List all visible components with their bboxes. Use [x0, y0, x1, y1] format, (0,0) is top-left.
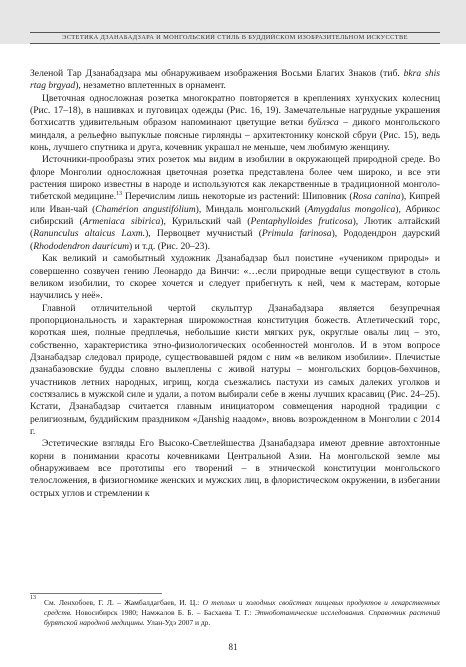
text-run: ), Первоцвет мучнистый ( — [145, 228, 262, 240]
latin-plant-name: Primula farinosa — [261, 228, 332, 240]
header-rule-bottom — [30, 43, 440, 44]
text-run: Улан-Удэ 2007 и др. — [144, 618, 211, 628]
footnote-text — [44, 598, 440, 629]
paragraph — [30, 93, 440, 155]
text-run: ), Курильский чай ( — [160, 216, 251, 228]
text-run: См. Ленхобоев, Г. Л. – Жамбалдагбаев, И. Ц.: — [44, 598, 203, 607]
paragraph: Главной отличительной чертой скульптур Дзанабадзара является безупречная пропорциональность и характерная ширококостная конституция божеств. Атлетический торс, короткая шея, полные предплечья, небольшие кисти мягких рук, округлые овалы лиц – это, собственно, характеристика этно-физиологических особенностей монголов. И в этом вопросе Дзанабадзар следовал природе, существовавшей рядом с ним «в великом изобилии». Плечистые дзанабазовские будды словно вылеплены с живой натуры – монгольских борцов-бөхчинов, участников летних народных, игрищ, когда съезжались пастухи из самых далеких уголков и состязались в мужской силе и удали, а потом выбирали себе в жены лучших красавиц (Рис. 24–25). Кстати, Дзанабадзар считается главным инициатором совмещения народной традиции с религиозным, буддийским праздником «Данshig наадом», вновь возрожденном в Монголии с 2014 г. — [30, 302, 440, 437]
paragraph: Как великий и самобытный художник Дзанабадзар был поистине «учеником природы» и совершенно созвучен гению Леонардо да Винчи: «…если природные вещи существуют в столь великом изобилии, то скорее хочется и следует прибегнуть к ней, чем к мастерам, которые научились у неё». — [30, 253, 440, 302]
text-run: ), Рододендрон даурский ( — [30, 228, 441, 252]
running-title: ЭСТЕТИКА ДЗАНАБАДЗАРА И МОНГОЛЬСКИЙ СТИЛЬ В БУДДИЙСКОМ ИЗОБРАЗИТЕЛЬНОМ ИСКУССТВЕ — [62, 34, 408, 41]
text-run: Источники-прообразы этих розеток мы видим в изобилии в окружающей природной среде. Во флоре Монголии односложная цветочная розетка представлена более чем широко, и все эти растения широко известны в народе и используются как лекарственные в традиционной монголо-тибетской медицине. — [30, 154, 440, 203]
text-run: Новосибирск 1980; Намжалов Б. Б. – Басхаева Т. Г.: — [71, 608, 255, 618]
footnote-separator — [30, 593, 162, 594]
tibetan-term: bkra shis rtag brgyad — [30, 68, 440, 92]
text-run: ), Лютик алтайский ( — [30, 216, 440, 240]
footnote: 13 См. Ленхобоев, Г. Л. – Жамбалдагбаев, И. Ц.: О теплых и холодных свойствах пищевых продуктов и лекарственных средств. Новосибирск 1980; Намжалов Б. Б. – Басхаева Т. Г.: Этноботанические исследования. Справочник растений бурятской народной медицины. Улан-Удэ 2007 и др. — [30, 595, 440, 628]
paragraph — [30, 154, 440, 253]
latin-plant-name: Rosa canina — [352, 191, 401, 203]
text-run: ) и т.д. (Рис. 20–23). — [129, 240, 211, 252]
text-run: ), Кипрей или Иван-чай ( — [30, 191, 440, 215]
header-rule-top — [30, 32, 440, 33]
latin-plant-name: Chamérion angustifólium — [95, 203, 196, 215]
text-run: Зеленой Тар Дзанабадзара мы обнаруживаем изображения Восьми Благих Знаков (тиб. — [30, 68, 404, 79]
book-title: О теплых и холодных свойствах пищевых продуктов и лекарственных средств. — [44, 598, 440, 618]
book-title: Этноботанические исследования. Справочник растений бурятской народной медицины. — [44, 608, 440, 628]
page-number: 81 — [228, 642, 238, 652]
latin-plant-name: Amygdalus mongolica — [307, 203, 396, 215]
text-run: ), Абрикос сибирский ( — [30, 203, 441, 228]
latin-plant-name: Rhododendron dauricum — [33, 240, 130, 252]
text-run: ), незаметно вплетенных в орнамент. — [75, 80, 226, 92]
text-run: Перечислим лишь некоторые из растений: Шиповник ( — [122, 191, 353, 203]
main-text — [30, 68, 440, 500]
latin-plant-name: Armeniaca sibirica — [82, 216, 161, 228]
text-run: ), Миндаль монгольский ( — [195, 203, 308, 215]
latin-plant-name: Pentaphylloides fruticosa — [250, 216, 353, 228]
footnote-marker: 13 — [116, 191, 123, 198]
text-run: – дикого монгольского миндаля, а рельефно выпуклые поясные гирлянды – архитектонику конской сбруи (Рис. 15), ведь конь, лучшего спутника и друга, кочевник украшал не меньше, чем любимую женщину. — [30, 117, 440, 154]
latin-plant-name: Ranunculus altaicus Laxm. — [33, 228, 146, 240]
paragraph: Эстетические взгляды Его Высоко-Светлейшества Дзанабадзара имеют древние автохтонные корни в понимании красоты кочевниками Центральной Азии. На монгольской земле мы обнаруживаем все прототипы его творений – в этнической конституции монгольского телосложения, в физиогномике женских и мужских лиц, в флористическом окружении, в избегании острых углов и стремлении к — [30, 438, 440, 499]
paragraph — [30, 68, 440, 93]
mongolian-term: буйлэса — [307, 117, 339, 129]
text-run: Цветочная односложная розетка многократно повторяется в креплениях хунхуских колесниц (Рис. 17–18), в нашивках и пуговицах одежды (Рис. 16, 19). Замечательные нагрудные украшения ботхисаттв удивительным образом напоминают цветущие ветки — [30, 92, 440, 129]
